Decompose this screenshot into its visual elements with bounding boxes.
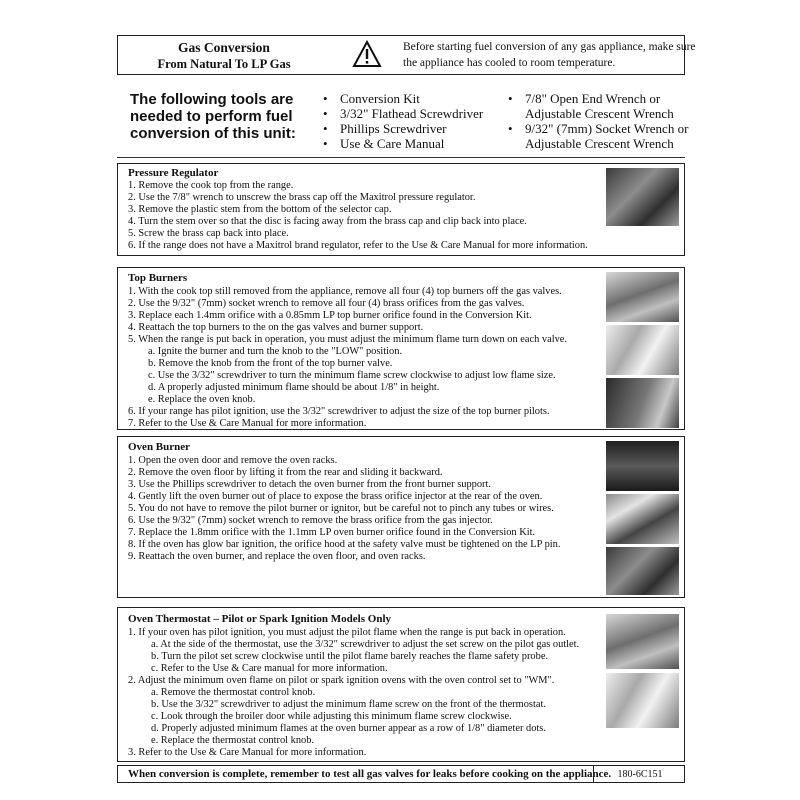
- step-line: 4. Reattach the top burners to the on the gas valves and burner support.: [128, 322, 424, 333]
- divider: [117, 157, 685, 158]
- bullet-icon: •: [508, 91, 513, 106]
- step-line: 5. You do not have to remove the pilot burner or ignitor, but be careful not to pinch any tubes or wires.: [128, 503, 554, 514]
- step-line: 7. Replace the 1.8mm orifice with the 1.1mm LP oven burner orifice found in the Conversion Kit.: [128, 527, 536, 538]
- section-title: Oven Burner: [128, 441, 191, 453]
- tool-item: [323, 106, 484, 122]
- substep-line: b. Remove the knob from the front of the top burner valve.: [148, 358, 393, 369]
- tool-label: Phillips Screwdriver: [340, 121, 447, 136]
- step-line: 1. If your oven has pilot ignition, you must adjust the pilot flame when the range is put back in operation.: [128, 627, 566, 638]
- substep-line: e. Replace the oven knob.: [148, 394, 256, 405]
- document-code: 180-6C151: [593, 766, 686, 782]
- step-line: 3. Remove the plastic stem from the bottom of the selector cap.: [128, 204, 392, 215]
- oven-photo: [606, 441, 679, 491]
- substep-line: c. Look through the broiler door while adjusting this minimum flame screw clockwise.: [151, 711, 512, 722]
- step-line: 5. When the range is put back in operation, you must adjust the minimum flame turn down on each valve.: [128, 334, 567, 345]
- burner-photo: [606, 272, 679, 322]
- substep-line: a. Remove the thermostat control knob.: [151, 687, 316, 698]
- tool-item: [508, 91, 688, 106]
- step-line: 3. Replace each 1.4mm orifice with a 0.85mm LP top burner orifice found in the Conversion Kit.: [128, 310, 532, 321]
- tools-heading-line3: conversion of this unit:: [130, 125, 296, 142]
- tool-label: Conversion Kit: [340, 91, 420, 106]
- oven-burner-section: [117, 436, 685, 598]
- tool-label: 3/32" Flathead Screwdriver: [340, 106, 484, 121]
- step-line: 4. Turn the stem over so that the disc is facing away from the brass cap and clip back into place.: [128, 216, 527, 227]
- tool-item: [323, 121, 447, 137]
- bullet-icon: •: [323, 91, 328, 106]
- section-title: Pressure Regulator: [128, 167, 219, 179]
- bullet-icon: •: [323, 136, 328, 151]
- pilot-photo: [606, 673, 679, 728]
- bullet-icon: •: [508, 121, 513, 136]
- tool-label: Use & Care Manual: [340, 136, 445, 151]
- step-line: 5. Screw the brass cap back into place.: [128, 228, 289, 239]
- footer-box: [117, 765, 685, 783]
- pressure-regulator-section: [117, 163, 685, 256]
- substep-line: e. Replace the thermostat control knob.: [151, 735, 315, 746]
- step-line: 6. If your range has pilot ignition, use the 3/32" screwdriver to adjust the size of the top burner pilots.: [128, 406, 550, 417]
- regulator-photo: [606, 168, 679, 226]
- thermostat-photo: [606, 614, 679, 669]
- step-line: 6. If the range does not have a Maxitrol brand regulator, refer to the Use & Care Manual for more information.: [128, 240, 588, 251]
- step-line: 1. With the cook top still removed from the appliance, remove all four (4) top burners off the gas valves.: [128, 286, 562, 297]
- screwdriver-photo: [606, 378, 679, 428]
- section-title: Oven Thermostat – Pilot or Spark Ignition Models Only: [128, 613, 392, 625]
- top-burners-section: [117, 267, 685, 430]
- step-line: 6. Use the 9/32" (7mm) socket wrench to remove the brass orifice from the gas injector.: [128, 515, 493, 526]
- footer-note: When conversion is complete, remember to test all gas valves for leaks before cooking on the appliance.: [128, 768, 612, 780]
- section-title: Top Burners: [128, 272, 188, 284]
- orifice-photo: [606, 547, 679, 595]
- tool-item: [323, 136, 445, 152]
- step-line: 2. Adjust the minimum oven flame on pilot or spark ignition ovens with the oven control set to "WM".: [128, 675, 555, 686]
- step-line: 3. Use the Phillips screwdriver to detach the oven burner from the front burner support.: [128, 479, 491, 490]
- substep-line: d. Properly adjusted minimum flames at the oven burner appear as a row of 1/8" diameter dots.: [151, 723, 546, 734]
- step-line: 3. Refer to the Use & Care Manual for more information.: [128, 747, 367, 758]
- substep-line: b. Use the 3/32" screwdriver to adjust the minimum flame screw on the front of the thermostat.: [151, 699, 546, 710]
- bullet-icon: •: [323, 106, 328, 121]
- step-line: 1. Remove the cook top from the range.: [128, 180, 294, 191]
- step-line: 1. Open the oven door and remove the oven racks.: [128, 455, 338, 466]
- tools-heading-line2: needed to perform fuel: [130, 108, 293, 125]
- tool-item: [323, 91, 420, 107]
- step-line: 2. Remove the oven floor by lifting it from the rear and sliding it backward.: [128, 467, 443, 478]
- bullet-icon: •: [323, 121, 328, 136]
- valve-photo: [606, 325, 679, 375]
- tool-label-cont: Adjustable Crescent Wrench: [525, 136, 674, 151]
- substep-line: d. A properly adjusted minimum flame should be about 1/8" in height.: [148, 382, 440, 393]
- substep-line: c. Refer to the Use & Care manual for more information.: [151, 663, 388, 674]
- tool-label-cont: Adjustable Crescent Wrench: [525, 106, 674, 121]
- step-line: 4. Gently lift the oven burner out of place to expose the brass orifice injector at the rear of the oven.: [128, 491, 543, 502]
- header-title-line1: Gas Conversion: [178, 40, 270, 55]
- tool-label: 7/8" Open End Wrench or: [525, 91, 661, 106]
- substep-line: c. Use the 3/32" screwdriver to turn the minimum flame screw clockwise to adjust low flame size.: [148, 370, 556, 381]
- substep-line: a. At the side of the thermostat, use the 3/32" screwdriver to adjust the set screw on the pilot gas outlet.: [151, 639, 580, 650]
- warning-line1: Before starting fuel conversion of any gas appliance, make sure: [403, 41, 696, 53]
- warning-line2: the appliance has cooled to room temperature.: [403, 57, 616, 69]
- header-title-line2: From Natural To LP Gas: [157, 57, 291, 71]
- step-line: 2. Use the 7/8" wrench to unscrew the brass cap off the Maxitrol pressure regulator.: [128, 192, 476, 203]
- tool-item: [508, 121, 689, 136]
- tools-heading: [130, 91, 310, 142]
- tools-heading-line1: The following tools are: [130, 91, 294, 108]
- oven-burner-photo: [606, 494, 679, 544]
- warning-triangle-icon: [352, 40, 382, 68]
- step-line: 2. Use the 9/32" (7mm) socket wrench to remove all four (4) brass orifices from the gas valves.: [128, 298, 525, 309]
- substep-line: a. Ignite the burner and turn the knob to the "LOW" position.: [148, 346, 403, 357]
- step-line: 7. Refer to the Use & Care Manual for more information.: [128, 418, 367, 429]
- tool-label: 9/32" (7mm) Socket Wrench or: [525, 121, 689, 136]
- tools-column-2: [508, 91, 689, 151]
- substep-line: b. Turn the pilot set screw clockwise until the pilot flame barely reaches the flame safety probe.: [151, 651, 549, 662]
- step-line: 9. Reattach the oven burner, and replace the oven floor, and oven racks.: [128, 551, 426, 562]
- step-line: 8. If the oven has glow bar ignition, the orifice hood at the safety valve must be tightened on the LP pin.: [128, 539, 561, 550]
- oven-thermostat-section: [117, 607, 685, 762]
